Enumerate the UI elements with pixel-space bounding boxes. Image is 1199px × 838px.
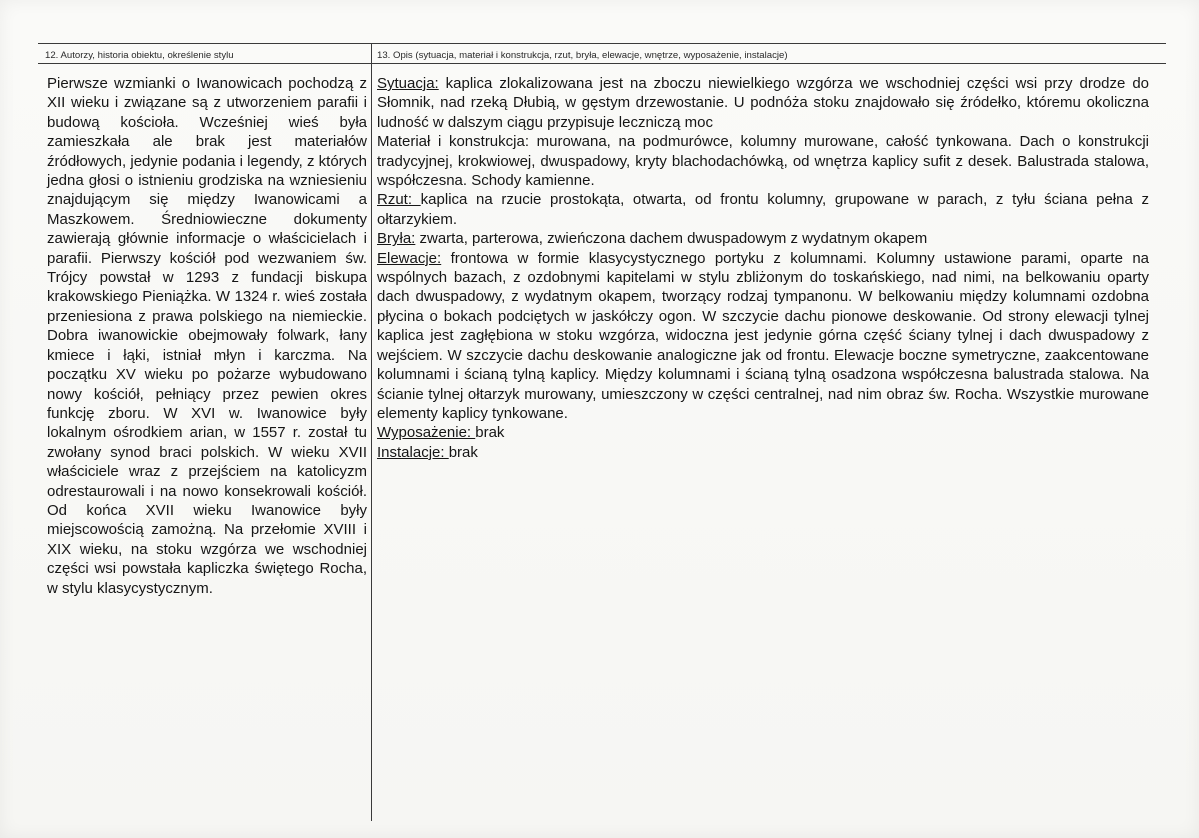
section-rzut xyxy=(377,190,1149,229)
section-sytuacja xyxy=(377,74,1149,132)
header-rule xyxy=(38,63,1166,64)
elewacje-label: Elewacje: xyxy=(377,249,442,267)
section-elewacje xyxy=(377,249,1149,424)
column-divider xyxy=(371,43,372,821)
sytuacja-text: kaplica zlokalizowana jest na zboczu niewielkiego wzgórza we wschodniej części wsi przy drodze do Słomnik, nad rzeką Dłubią, w gęstym drzewostanie. U podnóża stoku znajdowało się źródełko, któremu okoliczna ludność w dalszym ciągu przypisuje leczniczą moc xyxy=(377,75,1149,131)
bryla-text: zwarta, parterowa, zwieńczona dachem dwuspadowym z wydatnym okapem xyxy=(415,230,928,248)
instalacje-text: brak xyxy=(448,443,478,461)
wyposazenie-text: brak xyxy=(475,424,505,442)
description-text xyxy=(377,74,1149,462)
section-material xyxy=(377,132,1149,190)
instalacje-label: Instalacje: xyxy=(377,443,449,461)
sytuacja-label: Sytuacja: xyxy=(377,75,439,92)
left-column-header: 12. Autorzy, historia obiektu, określenie stylu xyxy=(45,50,234,61)
wyposazenie-label: Wyposażenie: xyxy=(377,424,476,442)
history-paragraph: Pierwsze wzmianki o Iwanowicach pochodzą z XII wieku i związane są z utworzeniem parafii i budową kościoła. Wcześniej wieś była zamieszkała ale brak jest materiałów źródłowych, jedynie podania i legendy, z których jedna głosi o istnieniu grodziska na wzniesieniu znajdującym się między Iwanowicami a Maszkowem. Średniowieczne dokumenty zawierają głównie informacje o właścicielach i parafii. Pierwszy kościół pod wezwaniem św. Trójcy powstał w 1293 z fundacji biskupa krakowskiego Pieniążka. W 1324 r. wieś została przeniesiona z prawa polskiego na niemieckie. Dobra iwanowickie obejmowały folwark, łany kmiece i łąki, istniał młyn i karczma. Na początku XV wieku po pożarze wybudowano nowy kościół, pełniący przez pewien okres funkcję zboru. W XVI w. Iwanowice były lokalnym ośrodkiem arian, w 1557 r. został tu zwołany synod braci polskich. W wieku XVII właściciele wraz z przejściem na katolicyzm odrestaurowali i na nowo konsekrowali kościół. Od końca XVII wieku Iwanowice były miejscowością zamożną. Na przełomie XVIII i XIX wieku, na stoku wzgórza we wschodniej części wsi powstała kapliczka świętego Rocha, w stylu klasycystycznym. xyxy=(47,75,367,597)
top-rule xyxy=(38,43,1166,44)
section-instalacje xyxy=(377,443,1149,462)
material-text: Materiał i konstrukcja: murowana, na podmurówce, kolumny murowane, całość tynkowana. Dach o konstrukcji tradycyjnej, krokwiowej, dwuspadowy, kryty blachodachówką, od wnętrza kaplicy sufit z desek. Balustrada stalowa, współczesna. Schody kamienne. xyxy=(377,133,1149,190)
right-column-header: 13. Opis (sytuacja, materiał i konstrukcja, rzut, bryła, elewacje, wnętrze, wyposażenie, instalacje) xyxy=(377,50,788,61)
section-wyposazenie xyxy=(377,423,1149,442)
rzut-text: kaplica na rzucie prostokąta, otwarta, od frontu kolumny, grupowane w parach, z tyłu ściana pełna z ołtarzykiem. xyxy=(377,191,1149,228)
section-bryla xyxy=(377,229,1149,248)
rzut-label: Rzut: xyxy=(377,191,421,209)
elewacje-text: frontowa w formie klasycystycznego portyku z kolumnami. Kolumny ustawione parami, oparte na wspólnych bazach, z ozdobnymi kapitelami w stylu zbliżonym do toskańskiego, nad nimi, na belkowaniu oparty dach dwuspadowy, z wydatnym okapem, tworzący rodzaj tympanonu. W belkowaniu między kolumnami ozdobna płycina o bokach podciętych w jaskółczy ogon. W szczycie dachu pionowe deskowanie. Od strony elewacji tylnej kaplica jest zagłębiona w stoku wzgórza, widoczna jest jedynie górna część ściany tylnej i dach dwuspadowy z wejściem. W szczycie dachu deskowanie analogiczne jak od frontu. Elewacje boczne symetryczne, zaakcentowane kolumnami i ścianą tylną kaplicy. Między kolumnami i ścianą tylną osadzona współczesna balustrada stalowa. Na ścianie tylnej ołtarzyk murowany, umieszczony w części centralnej, nad nim obraz św. Rocha. Wszystkie murowane elementy kaplicy tynkowane. xyxy=(377,249,1149,422)
history-text xyxy=(47,74,367,598)
bryla-label: Bryła: xyxy=(377,230,416,248)
